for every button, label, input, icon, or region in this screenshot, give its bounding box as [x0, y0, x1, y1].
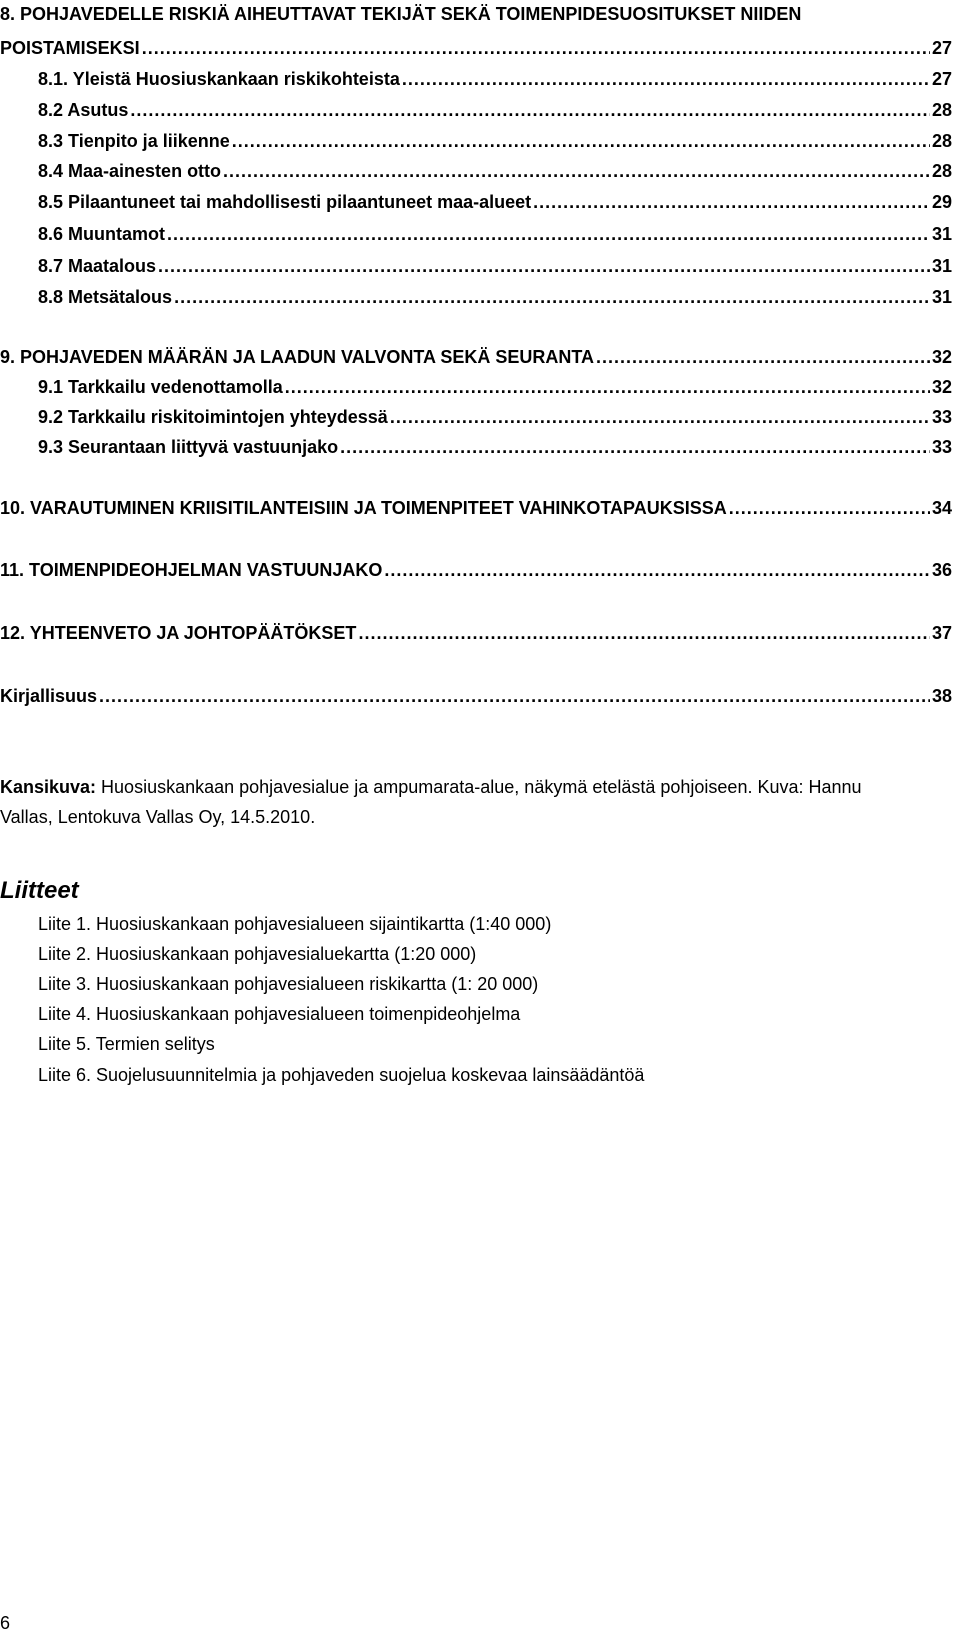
toc-entry-9[interactable] — [0, 346, 952, 368]
toc-page-number: 32 — [931, 377, 952, 397]
toc-page-number: 33 — [931, 407, 952, 427]
toc-page-number: 38 — [931, 686, 952, 706]
cover-caption-label: Kansikuva: — [0, 777, 97, 797]
attachment-item-4: Liite 4. Huosiuskankaan pohjavesialueen toimenpideohjelma — [38, 1004, 521, 1024]
attachment-item-5: Liite 5. Termien selitys — [38, 1034, 215, 1054]
attachments-heading: Liitteet — [0, 877, 79, 904]
toc-page-number: 36 — [931, 560, 952, 580]
toc-entry-text: 12. YHTEENVETO JA JOHTOPÄÄTÖKSET — [0, 623, 357, 643]
toc-page-number: 28 — [931, 100, 952, 120]
toc-page-number: 28 — [931, 161, 952, 181]
toc-leader — [232, 130, 930, 152]
toc-entry-text: 8.1. Yleistä Huosiuskankaan riskikohteista — [38, 69, 400, 89]
toc-leader — [390, 406, 930, 428]
attachment-item-2: Liite 2. Huosiuskankaan pohjavesialuekartta (1:20 000) — [38, 944, 477, 964]
toc-leader — [384, 559, 930, 581]
toc-page-number: 37 — [931, 623, 952, 643]
toc-entry-8-7[interactable] — [38, 255, 952, 277]
toc-entry-text: 10. VARAUTUMINEN KRIISITILANTEISIIN JA TOIMENPITEET VAHINKOTAPAUKSISSA — [0, 498, 727, 518]
toc-leader — [99, 685, 930, 707]
toc-heading-8-line1: 8. POHJAVEDELLE RISKIÄ AIHEUTTAVAT TEKIJÄT SEKÄ TOIMENPIDESUOSITUKSET NIIDEN — [0, 4, 802, 24]
cover-caption-text-line2: Vallas, Lentokuva Vallas Oy, 14.5.2010. — [0, 807, 316, 827]
cover-caption-text-line1: Huosiuskankaan pohjavesialue ja ampumarata-alue, näkymä etelästä pohjoiseen. Kuva: Hannu — [96, 777, 862, 797]
toc-entry-text: 8.2 Asutus — [38, 100, 129, 120]
toc-leader — [174, 286, 930, 308]
toc-leader — [142, 37, 930, 59]
toc-entry-text: 9.3 Seurantaan liittyvä vastuunjako — [38, 437, 339, 457]
toc-leader — [223, 160, 930, 182]
attachment-item-6: Liite 6. Suojelusuunnitelmia ja pohjaveden suojelua koskevaa lainsäädäntöä — [38, 1065, 645, 1085]
toc-entry-8-1[interactable] — [38, 68, 952, 90]
toc-page-number: 33 — [931, 437, 952, 457]
toc-leader — [130, 99, 930, 121]
toc-entry-8-3[interactable] — [38, 130, 952, 152]
toc-leader — [402, 68, 930, 90]
toc-entry-11[interactable] — [0, 559, 952, 581]
toc-entry-text: 8.4 Maa-ainesten otto — [38, 161, 222, 181]
toc-entry-8-2[interactable] — [38, 99, 952, 121]
attachment-item-3: Liite 3. Huosiuskankaan pohjavesialueen riskikartta (1: 20 000) — [38, 974, 539, 994]
toc-page-number: 28 — [931, 131, 952, 151]
toc-entry-text: Kirjallisuus — [0, 686, 98, 706]
toc-entry-text: 8.7 Maatalous — [38, 256, 157, 276]
toc-page-number: 29 — [931, 192, 952, 212]
cover-caption — [0, 772, 960, 832]
toc-entry-text: 8.5 Pilaantuneet tai mahdollisesti pilaantuneet maa-alueet — [38, 192, 532, 212]
toc-entry-text: 9.2 Tarkkailu riskitoimintojen yhteydessä — [38, 407, 388, 427]
toc-entry-9-1[interactable] — [38, 376, 952, 398]
toc-entry-9-3[interactable] — [38, 436, 952, 458]
toc-page-number: 32 — [931, 347, 952, 367]
toc-entry-text: 8.8 Metsätalous — [38, 287, 173, 307]
toc-entry-text: 9.1 Tarkkailu vedenottamolla — [38, 377, 283, 397]
toc-entry-8[interactable] — [0, 37, 952, 59]
toc-entry-text: 8.6 Muuntamot — [38, 224, 166, 244]
toc-entry-9-2[interactable] — [38, 406, 952, 428]
toc-page-number: 34 — [931, 498, 952, 518]
toc-entry-text: 9. POHJAVEDEN MÄÄRÄN JA LAADUN VALVONTA SEKÄ SEURANTA — [0, 347, 595, 367]
toc-page-number: 31 — [931, 287, 952, 307]
toc-entry-kirjallisuus[interactable] — [0, 685, 952, 707]
page-number: 6 — [0, 1613, 11, 1633]
toc-page-number: 27 — [931, 69, 952, 89]
toc-leader — [729, 497, 930, 519]
toc-page-number: 31 — [931, 224, 952, 244]
toc-leader — [340, 436, 930, 458]
toc-leader — [158, 255, 930, 277]
toc-page-number: 31 — [931, 256, 952, 276]
toc-entry-8-5[interactable] — [38, 191, 952, 213]
toc-leader — [358, 622, 930, 644]
toc-leader — [167, 223, 930, 245]
toc-entry-8-8[interactable] — [38, 286, 952, 308]
toc-entry-8-6[interactable] — [38, 223, 952, 245]
toc-entry-text: 11. TOIMENPIDEOHJELMAN VASTUUNJAKO — [0, 560, 383, 580]
toc-entry-text: POISTAMISEKSI — [0, 38, 140, 58]
toc-entry-10[interactable] — [0, 497, 952, 519]
toc-entry-12[interactable] — [0, 622, 952, 644]
toc-entry-text: 8.3 Tienpito ja liikenne — [38, 131, 230, 151]
attachment-item-1: Liite 1. Huosiuskankaan pohjavesialueen sijaintikartta (1:40 000) — [38, 914, 552, 934]
toc-leader — [596, 346, 930, 368]
toc-leader — [285, 376, 930, 398]
toc-page-number: 27 — [931, 38, 952, 58]
toc-entry-8-4[interactable] — [38, 160, 952, 182]
toc-leader — [533, 191, 930, 213]
